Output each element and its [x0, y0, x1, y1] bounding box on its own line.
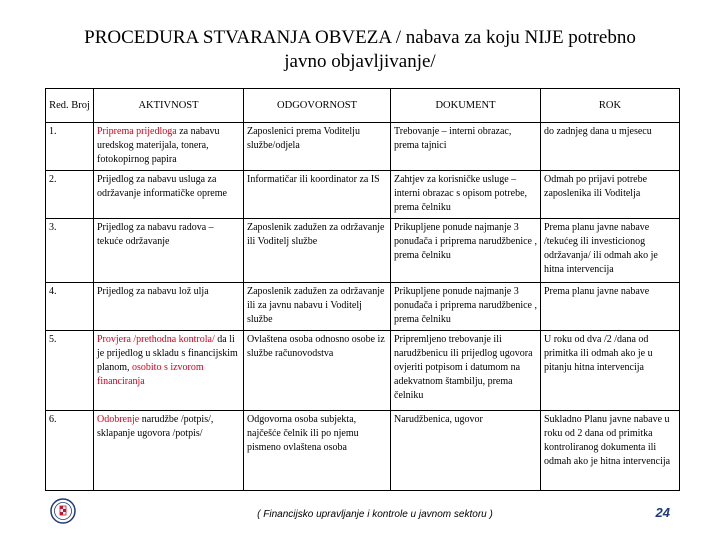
row-number: 6.: [46, 411, 94, 491]
table-row: [46, 411, 680, 491]
row-deadline: Prema planu javne nabave /tekućeg ili investicionog održavanja/ ili odmah ako je hitna intervencija: [541, 219, 680, 283]
row-responsibility: Zaposlenici prema Voditelju službe/odjela: [244, 123, 391, 171]
activity-text: narudžbe /potpis/, sklapanje ugovora /potpis/: [97, 414, 214, 439]
activity-highlight: Odobrenje: [97, 414, 140, 425]
activity-text: za nabavu uredskog materijala, tonera, fotokopirnog papira: [97, 126, 220, 165]
row-responsibility: Odgovorna osoba subjekta, najčešće čelnik ili po njemu pismeno ovlaštena osoba: [244, 411, 391, 491]
row-responsibility: Zaposlenik zadužen za održavanje ili Voditelj službe: [244, 219, 391, 283]
row-activity: [94, 331, 244, 411]
activity-highlight: osobito s izvorom financiranja: [97, 362, 204, 387]
table-row: [46, 219, 680, 283]
header-deadline: ROK: [541, 89, 680, 123]
activity-highlight: Priprema prijedloga: [97, 126, 177, 137]
row-document: Trebovanje – interni obrazac, prema tajnici: [391, 123, 541, 171]
activity-highlight: Provjera /prethodna kontrola/: [97, 334, 215, 345]
row-deadline: U roku od dva /2 /dana od primitka ili odmah ako je u pitanju hitna intervencija: [541, 331, 680, 411]
row-number: 4.: [46, 283, 94, 331]
page-number: 24: [655, 505, 670, 520]
table-header-row: [46, 89, 680, 123]
title-line-2: javno objavljivanje/: [284, 51, 436, 72]
row-document: Narudžbenica, ugovor: [391, 411, 541, 491]
row-number: 3.: [46, 219, 94, 283]
row-responsibility: Zaposlenik zadužen za održavanje ili za javnu nabavu i Voditelj službe: [244, 283, 391, 331]
table-row: [46, 171, 680, 219]
header-nr: Red. Broj: [46, 89, 94, 123]
row-number: 5.: [46, 331, 94, 411]
footer-caption: ( Financijsko upravljanje i kontrole u javnom sektoru ): [257, 509, 493, 520]
row-document: Prikupljene ponude najmanje 3 ponuđača i priprema narudžbenice , prema čelniku: [391, 283, 541, 331]
row-responsibility: Informatičar ili koordinator za IS: [244, 171, 391, 219]
activity-text: da li je prijedlog u skladu s financijskim planom,: [97, 334, 238, 373]
row-activity: [94, 411, 244, 491]
header-responsibility: ODGOVORNOST: [244, 89, 391, 123]
row-document: Prikupljene ponude najmanje 3 ponuđača i priprema narudžbenice , prema čelniku: [391, 219, 541, 283]
row-document: Zahtjev za korisničke usluge – interni obrazac s opisom potrebe, prema čelniku: [391, 171, 541, 219]
page-title: [30, 26, 690, 74]
header-activity: AKTIVNOST: [94, 89, 244, 123]
row-deadline: do zadnjeg dana u mjesecu: [541, 123, 680, 171]
table-row: [46, 331, 680, 411]
procedure-table: [45, 88, 680, 491]
row-activity: [94, 123, 244, 171]
table-row: [46, 123, 680, 171]
row-number: 1.: [46, 123, 94, 171]
table-row: [46, 283, 680, 331]
row-deadline: Sukladno Planu javne nabave u roku od 2 dana od primitka kontroliranog dokumenta ili odmah ako je hitna intervencija: [541, 411, 680, 491]
emblem-logo-icon: [50, 498, 76, 524]
header-document: DOKUMENT: [391, 89, 541, 123]
row-activity: Prijedlog za nabavu lož ulja: [94, 283, 244, 331]
row-number: 2.: [46, 171, 94, 219]
title-line-1: PROCEDURA STVARANJA OBVEZA / nabava za koju NIJE potrebno: [84, 27, 636, 48]
row-responsibility: Ovlaštena osoba odnosno osobe iz službe računovodstva: [244, 331, 391, 411]
row-deadline: Prema planu javne nabave: [541, 283, 680, 331]
row-document: Pripremljeno trebovanje ili narudžbenicu ili prijedlog ugovora ovjeriti potpisom i datumom na adekvatnom štambilju, prema čelniku: [391, 331, 541, 411]
row-activity: Prijedlog za nabavu radova – tekuće održavanje: [94, 219, 244, 283]
row-deadline: Odmah po prijavi potrebe zaposlenika ili Voditelja: [541, 171, 680, 219]
row-activity: Prijedlog za nabavu usluga za održavanje informatičke opreme: [94, 171, 244, 219]
